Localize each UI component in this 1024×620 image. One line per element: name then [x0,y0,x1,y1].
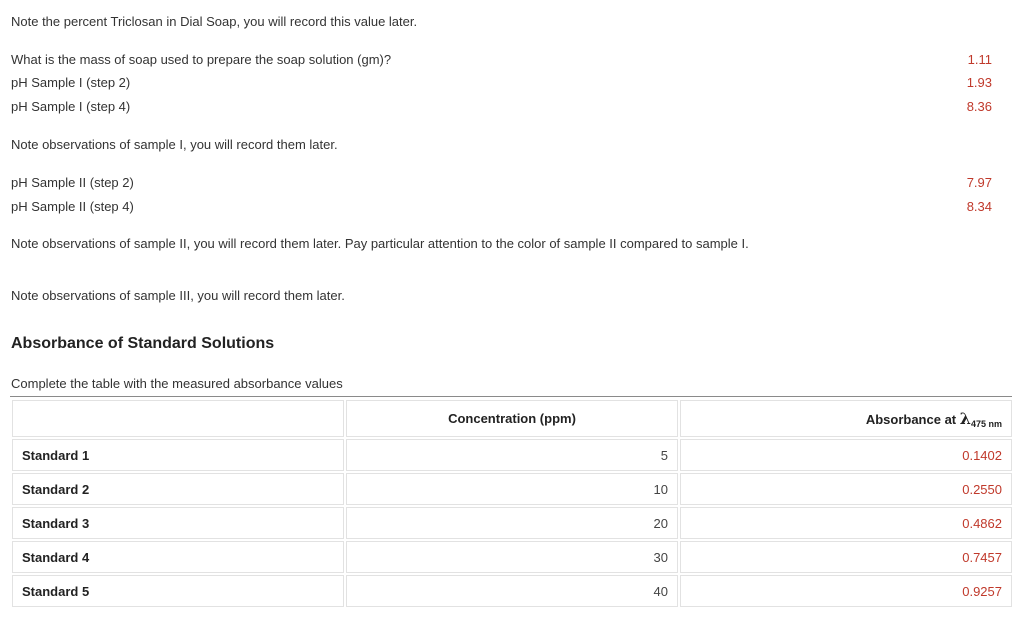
concentration-cell: 20 [346,507,678,539]
absorbance-cell[interactable]: 0.2550 [680,473,1012,505]
table-header-row [12,400,1012,437]
row-label: Standard 4 [12,541,344,573]
ph-sample1-step4-value[interactable]: 8.36 [966,99,992,114]
concentration-cell: 40 [346,575,678,607]
concentration-cell: 10 [346,473,678,505]
table-row [12,575,1012,607]
question-ph-sample2-step4-label: pH Sample II (step 4) [11,199,134,214]
ph-sample2-step4-value[interactable]: 8.34 [966,199,992,214]
note-observations-sample3: Note observations of sample III, you will record them later. [11,288,345,303]
section-title: Absorbance of Standard Solutions [11,335,275,352]
question-ph-sample1-step4-label: pH Sample I (step 4) [11,99,131,114]
table-top-rule [10,396,1012,397]
header-absorbance [680,400,1012,437]
question-ph-sample2-step2-label: pH Sample II (step 2) [11,175,134,190]
table-row [12,439,1012,471]
ph-sample2-step2-value[interactable]: 7.97 [966,175,992,190]
header-absorbance-prefix: Absorbance at [865,411,960,427]
note-observations-sample1: Note observations of sample I, you will record them later. [11,137,338,152]
lambda-symbol: λ [959,408,971,428]
note-triclosan: Note the percent Triclosan in Dial Soap, you will record this value later. [11,14,418,29]
question-soap-mass-label: What is the mass of soap used to prepare the soap solution (gm)? [11,52,392,67]
ph-sample1-step2-value[interactable]: 1.93 [966,75,992,90]
soap-mass-value[interactable]: 1.11 [967,52,992,67]
header-blank [12,400,344,437]
standards-table [10,398,1014,609]
absorbance-cell[interactable]: 0.9257 [680,575,1012,607]
absorbance-cell[interactable]: 0.4862 [680,507,1012,539]
absorbance-cell[interactable]: 0.1402 [680,439,1012,471]
table-row [12,473,1012,505]
question-ph-sample1-step2-label: pH Sample I (step 2) [11,75,131,90]
header-absorbance-wavelength: 475 nm [970,418,1002,429]
header-concentration: Concentration (ppm) [346,400,678,437]
row-label: Standard 3 [12,507,344,539]
table-instruction: Complete the table with the measured absorbance values [11,376,343,391]
concentration-cell: 30 [346,541,678,573]
note-observations-sample2: Note observations of sample II, you will record them later. Pay particular attention to the color of sample II compared to sample I. [11,236,749,251]
row-label: Standard 1 [12,439,344,471]
row-label: Standard 5 [12,575,344,607]
table-row [12,507,1012,539]
row-label: Standard 2 [12,473,344,505]
table-row [12,541,1012,573]
concentration-cell: 5 [346,439,678,471]
absorbance-cell[interactable]: 0.7457 [680,541,1012,573]
